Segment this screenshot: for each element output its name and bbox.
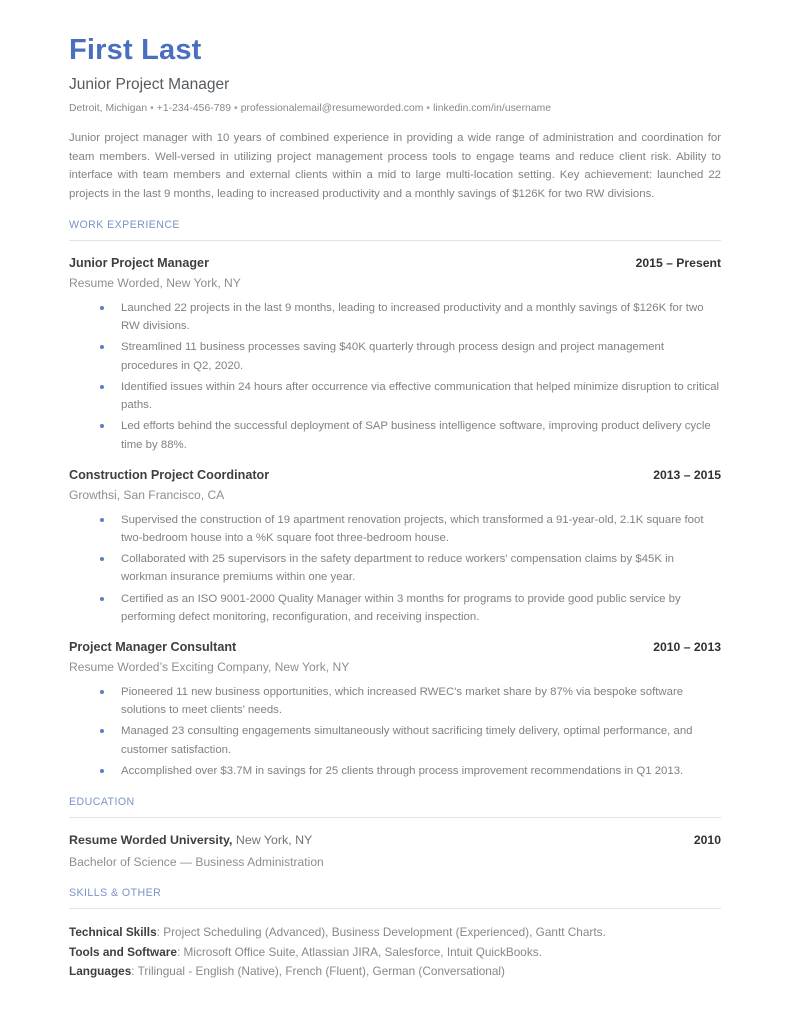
job-company: Resume Worded’s Exciting Company, New York, NY [69, 659, 350, 674]
job-title: Construction Project Coordinator [69, 467, 270, 482]
skill-label: Technical Skills [69, 925, 157, 940]
skill-label: Tools and Software [69, 944, 177, 959]
job-bullet: Identified issues within 24 hours after occurrence via effective communication that helped minimize disruption to critical paths. [69, 378, 721, 415]
section-title-education: EDUCATION [69, 796, 135, 809]
education-degree: Bachelor of Science — Business Administration [69, 855, 324, 870]
education-school: Resume Worded University, [69, 833, 233, 848]
job-bullet: Accomplished over $3.7M in savings for 25 clients through process improvement recommendations in Q1 2013. [69, 762, 721, 780]
skill-value: : Project Scheduling (Advanced), Business Development (Experienced), Gantt Charts. [156, 925, 606, 940]
education-location: New York, NY [232, 833, 313, 848]
skill-line [69, 923, 721, 942]
job-bullet-list [69, 683, 721, 780]
job-dates: 2013 – 2015 [653, 467, 721, 482]
contact-linkedin[interactable]: linkedin.com/in/username [433, 102, 552, 114]
job-bullet: Collaborated with 25 supervisors in the safety department to reduce workers' compensation claims by $45K in workman insurance premiums within one year. [69, 550, 721, 587]
contact-separator-3: • [426, 102, 431, 114]
job-title: Junior Project Manager [69, 256, 209, 271]
contact-phone[interactable]: +1-234-456-789 [156, 102, 232, 114]
job-bullet: Certified as an ISO 9001-2000 Quality Manager within 3 months for programs to provide good public service by performing defect monitoring, reconfiguration, and receiving inspection. [69, 590, 721, 627]
job-bullet-list [69, 511, 721, 627]
job-dates: 2010 – 2013 [653, 640, 721, 655]
section-skills [69, 887, 721, 981]
job-title: Project Manager Consultant [69, 640, 237, 655]
contact-email[interactable]: professionalemail@resumeworded.com [240, 102, 424, 114]
work-entry [69, 255, 721, 454]
professional-summary: Junior project manager with 10 years of combined experience in providing a wide range of administration and coordination for team members. Well-versed in utilizing project management process tools to engage teams and reduce client risk. Ability to interface with team members and external clients within a mid to large multi-location setting. Key achievement: launched 22 projects in the last 9 months, leading to increased productivity and a monthly savings of $126K for two RW divisions. [69, 132, 721, 200]
candidate-name: First Last [69, 34, 202, 66]
contact-line [69, 102, 721, 115]
work-entry-head [69, 467, 721, 485]
job-dates: 2015 – Present [635, 256, 721, 271]
skill-label: Languages [69, 964, 132, 979]
contact-separator-2: • [234, 102, 238, 114]
job-bullet: Supervised the construction of 19 apartment renovation projects, which transformed a 91-year-old, 2.1K square foot two-bedroom house into a %K square foot three-bedroom house. [69, 511, 721, 548]
skill-value: : Trilingual - English (Native), French (Fluent), German (Conversational) [131, 964, 505, 979]
job-bullet: Launched 22 projects in the last 9 months, leading to increased productivity and a monthly savings of $126K for two RW divisions. [69, 299, 721, 336]
contact-location: Detroit, Michigan [69, 102, 148, 114]
job-bullet: Streamlined 11 business processes saving $40K quarterly through process design and project management procedures in Q2, 2020. [69, 338, 721, 375]
section-divider-education [69, 817, 721, 818]
work-entry-head [69, 639, 721, 657]
education-entry [69, 832, 721, 871]
work-entry-head [69, 255, 721, 273]
section-work-experience [69, 219, 721, 780]
job-company: Growthsi, San Francisco, CA [69, 487, 225, 502]
education-entry-head [69, 832, 721, 850]
section-title-skills: SKILLS & OTHER [69, 887, 162, 900]
education-school-line [69, 832, 312, 850]
job-company: Resume Worded, New York, NY [69, 275, 241, 290]
job-bullet: Pioneered 11 new business opportunities, which increased RWEC's market share by 87% via bespoke software solutions to meet clients’ needs. [69, 683, 721, 720]
section-education [69, 796, 721, 871]
job-bullet: Managed 23 consulting engagements simultaneously without sacrificing timely delivery, optimal performance, and customer satisfaction. [69, 722, 721, 759]
resume-header [69, 34, 721, 115]
section-title-work-experience: WORK EXPERIENCE [69, 219, 180, 232]
section-divider-skills [69, 908, 721, 909]
contact-separator-1: • [150, 102, 154, 114]
job-bullet-list [69, 299, 721, 454]
job-bullet: Led efforts behind the successful deployment of SAP business intelligence software, improving product delivery cycle time by 88%. [69, 417, 721, 454]
skill-value: : Microsoft Office Suite, Atlassian JIRA, Salesforce, Intuit QuickBooks. [176, 944, 542, 959]
work-entry [69, 467, 721, 626]
work-entry [69, 639, 721, 780]
skill-line [69, 962, 721, 981]
candidate-headline: Junior Project Manager [69, 76, 230, 94]
education-year: 2010 [693, 833, 721, 848]
section-divider-work [69, 240, 721, 241]
skill-line [69, 943, 721, 962]
